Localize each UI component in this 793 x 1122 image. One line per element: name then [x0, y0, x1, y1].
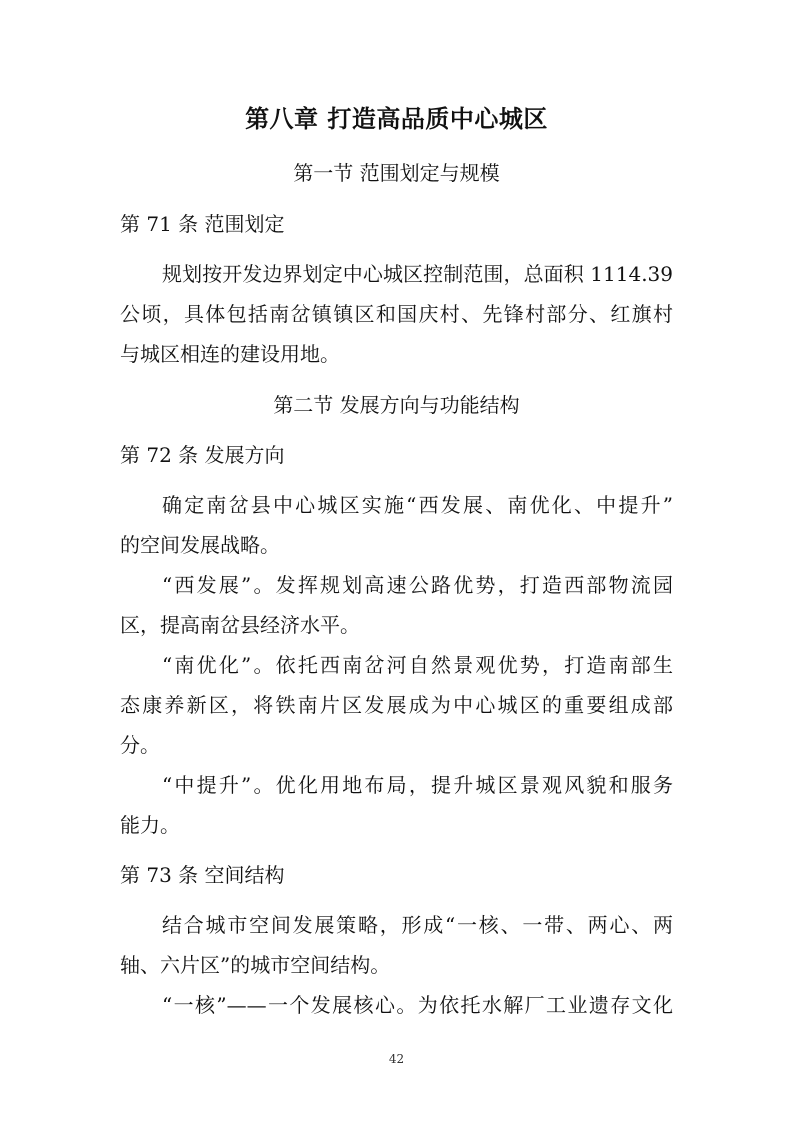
article-heading-71: 第 71 条 范围划定	[120, 212, 285, 236]
article-heading-73: 第 73 条 空间结构	[120, 863, 285, 887]
paragraph-line: 结合城市空间发展策略，形成“一核、一带、两心、两	[162, 913, 673, 937]
paragraph-line: “西发展”。发挥规划高速公路优势，打造西部物流园	[162, 573, 673, 597]
section-title: 第一节 范围划定与规模	[293, 161, 500, 185]
paragraph-line: 能力。	[120, 813, 180, 837]
paragraph-line: 态康养新区，将铁南片区发展成为中心城区的重要组成部	[120, 693, 673, 717]
paragraph-line: “南优化”。依托西南岔河自然景观优势，打造南部生	[162, 653, 673, 677]
paragraph-line: 轴、六片区”的城市空间结构。	[120, 953, 391, 977]
paragraph-line: “一核”——一个发展核心。为依托水解厂工业遗存文化	[162, 993, 673, 1017]
paragraph-line: 的空间发展战略。	[120, 533, 280, 557]
page-number: 42	[388, 1052, 405, 1066]
paragraph-line: 公顷，具体包括南岔镇镇区和国庆村、先锋村部分、红旗村	[120, 302, 673, 326]
paragraph-line: “中提升”。优化用地布局，提升城区景观风貌和服务	[162, 773, 673, 797]
section-title: 第二节 发展方向与功能结构	[273, 393, 520, 417]
paragraph-line: 规划按开发边界划定中心城区控制范围，总面积 1114.39	[162, 262, 673, 286]
paragraph-line: 与城区相连的建设用地。	[120, 342, 340, 366]
chapter-title: 第八章 打造高品质中心城区	[245, 105, 548, 133]
paragraph-line: 确定南岔县中心城区实施“西发展、南优化、中提升”	[162, 493, 673, 517]
paragraph-line: 区，提高南岔县经济水平。	[120, 613, 360, 637]
paragraph-line: 分。	[120, 733, 160, 757]
article-heading-72: 第 72 条 发展方向	[120, 443, 285, 467]
